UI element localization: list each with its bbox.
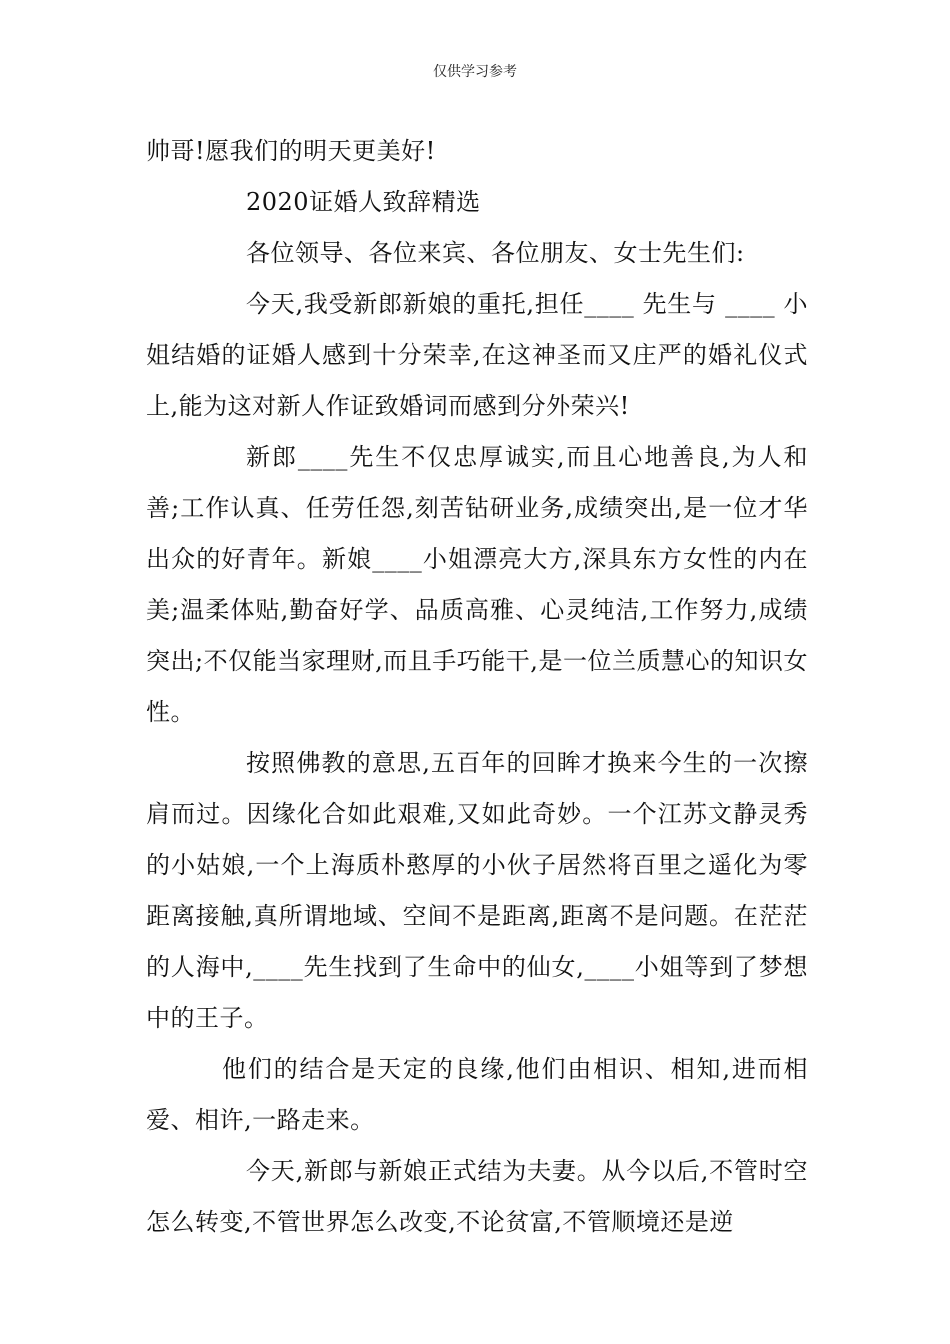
- page-header: 仅供学习参考: [433, 64, 517, 80]
- paragraph-union: 他们的结合是天定的良缘,他们由相识、相知,进而相爱、相许,一路走来。: [146, 1055, 808, 1134]
- paragraph-today: 今天,新郎与新娘正式结为夫妻。从今以后,不管时空怎么转变,不管世界怎么改变,不论贫富,不管顺境还是逆: [146, 1157, 808, 1236]
- section-title: 2020证婚人致辞精选: [246, 188, 481, 216]
- paragraph-intro: 今天,我受新郎新娘的重托,担任____ 先生与 ____ 小姐结婚的证婚人感到十分荣幸,在这神圣而又庄严的婚礼仪式上,能为这对新人作证致婚词而感到分外荣兴!: [146, 290, 808, 420]
- paragraph-fate: 按照佛教的意思,五百年的回眸才换来今生的一次擦肩而过。因缘化合如此艰难,又如此奇妙。一个江苏文静灵秀的小姑娘,一个上海质朴憨厚的小伙子居然将百里之遥化为零距离接触,真所谓地域、空间不是距离,距离不是问题。在茫茫的人海中,____先生找到了生命中的仙女,____小姐等到了梦想中的王子。: [146, 749, 808, 1032]
- document-body: [146, 126, 808, 1248]
- paragraph-couple-description: 新郎____先生不仅忠厚诚实,而且心地善良,为人和善;工作认真、任劳任怨,刻苦钻研业务,成绩突出,是一位才华出众的好青年。新娘____小姐漂亮大方,深具东方女性的内在美;温柔体贴,勤奋好学、品质高雅、心灵纯洁,工作努力,成绩突出;不仅能当家理财,而且手巧能干,是一位兰质慧心的知识女性。: [146, 443, 808, 726]
- paragraph-closing-line: 帅哥!愿我们的明天更美好!: [146, 137, 436, 165]
- paragraph-salutation: 各位领导、各位来宾、各位朋友、女士先生们:: [246, 239, 745, 267]
